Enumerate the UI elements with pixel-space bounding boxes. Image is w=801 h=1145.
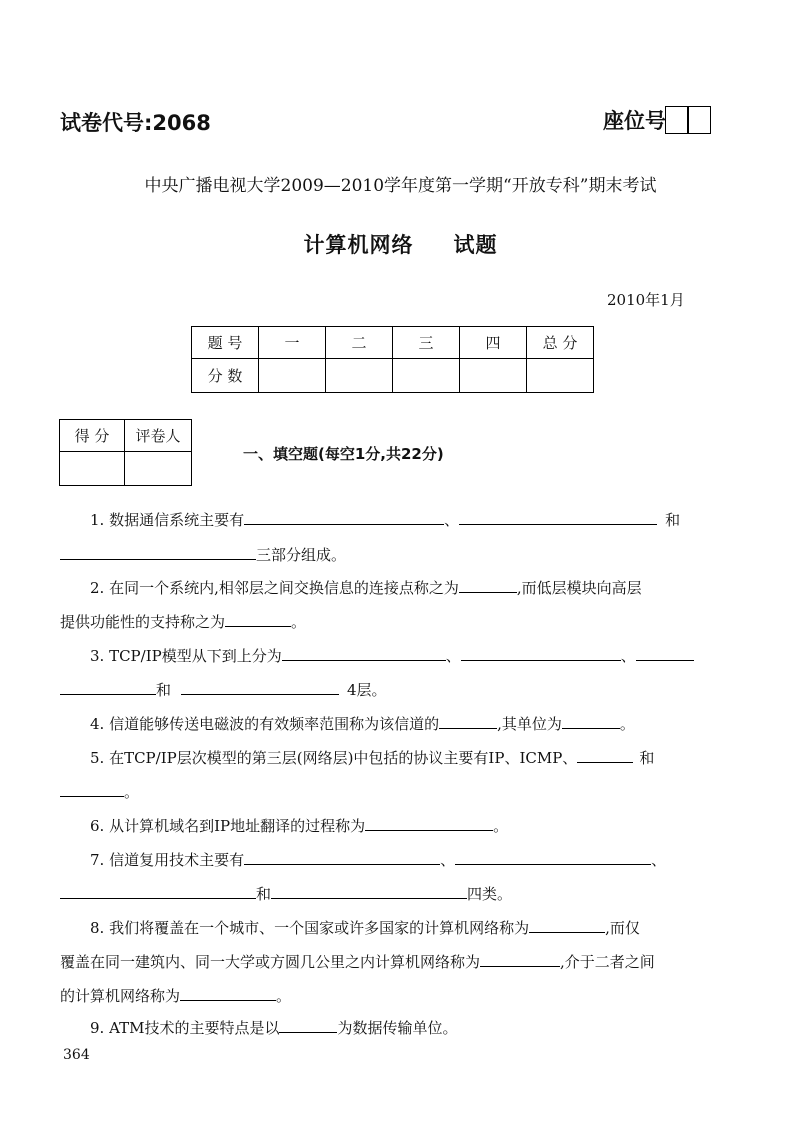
score-table-row-label: 分 数 [192, 359, 259, 393]
seat-boxes [666, 106, 711, 139]
answer-blank[interactable] [225, 612, 291, 627]
question-8-line-2: 覆盖在同一建筑内、同一大学或方圆几公里之内计算机网络称为 ,介于二者之间 [60, 953, 655, 971]
answer-blank[interactable] [279, 1018, 337, 1033]
question-3-line-1: 3. TCP/IP模型从下到上分为 、 、 [90, 646, 694, 666]
grader-score-cell[interactable] [60, 452, 125, 486]
question-2-line-2: 提供功能性的支持称之为 。 [60, 613, 307, 631]
question-2-line-1: 2. 在同一个系统内,相邻层之间交换信息的连接点称之为 ,而低层模块向高层 [90, 579, 642, 597]
answer-blank[interactable] [365, 816, 493, 831]
answer-blank[interactable] [636, 646, 694, 661]
question-8-line-3: 的计算机网络称为 。 [60, 987, 292, 1005]
answer-blank[interactable] [60, 545, 256, 560]
question-7-line-1: 7. 信道复用技术主要有 、 、 [90, 851, 667, 869]
question-4: 4. 信道能够传送电磁波的有效频率范围称为该信道的 ,其单位为 。 [90, 715, 635, 733]
page-number: 364 [63, 1047, 90, 1063]
paper-label: 试题 [453, 233, 498, 257]
section-title: 一、填空题(每空1分,共22分) [243, 445, 444, 463]
question-3-line-2: 和 4层。 [60, 680, 387, 700]
score-cell-2[interactable] [326, 359, 393, 393]
answer-blank[interactable] [461, 646, 621, 661]
score-table-col-1: 一 [259, 327, 326, 359]
score-table-col-2: 二 [326, 327, 393, 359]
answer-blank[interactable] [60, 680, 156, 695]
answer-blank[interactable] [181, 680, 339, 695]
answer-blank[interactable] [459, 578, 517, 593]
answer-blank[interactable] [439, 714, 497, 729]
score-table-col-4: 四 [460, 327, 527, 359]
grader-score-label: 得 分 [60, 420, 125, 452]
seat-number [603, 105, 711, 139]
exam-title [0, 229, 801, 259]
question-1-line-1: 1. 数据通信系统主要有 、 和 [90, 511, 681, 529]
score-table-col-3: 三 [393, 327, 460, 359]
question-6: 6. 从计算机域名到IP地址翻译的过程称为 。 [90, 817, 509, 835]
answer-blank[interactable] [455, 850, 651, 865]
course-name: 计算机网络 [303, 233, 414, 257]
score-cell-1[interactable] [259, 359, 326, 393]
question-9: 9. ATM技术的主要特点是以 为数据传输单位。 [90, 1019, 458, 1037]
answer-blank[interactable] [271, 884, 467, 899]
answer-blank[interactable] [282, 646, 446, 661]
score-table-header-label: 题 号 [192, 327, 259, 359]
answer-blank[interactable] [529, 918, 605, 933]
score-table-col-total: 总 分 [527, 327, 594, 359]
score-cell-total[interactable] [527, 359, 594, 393]
question-5-line-2: 。 [60, 782, 139, 802]
paper-code: 试卷代号:2068 [60, 111, 211, 135]
answer-blank[interactable] [480, 952, 560, 967]
grader-name-label: 评卷人 [125, 420, 192, 452]
question-7-line-2: 和 四类。 [60, 884, 512, 904]
grader-table [59, 419, 192, 486]
seat-label: 座位号 [603, 109, 666, 133]
question-8-line-1: 8. 我们将覆盖在一个城市、一个国家或许多国家的计算机网络称为 ,而仅 [90, 919, 640, 937]
exam-date: 2010年1月 [607, 291, 685, 309]
answer-blank[interactable] [244, 510, 444, 525]
answer-blank[interactable] [180, 986, 276, 1001]
score-table [191, 326, 594, 393]
grader-name-cell[interactable] [125, 452, 192, 486]
question-5-line-1: 5. 在TCP/IP层次模型的第三层(网络层)中包括的协议主要有IP、ICMP、 和 [90, 749, 655, 767]
answer-blank[interactable] [562, 714, 620, 729]
answer-blank[interactable] [60, 782, 124, 797]
score-cell-4[interactable] [460, 359, 527, 393]
answer-blank[interactable] [459, 510, 657, 525]
score-cell-3[interactable] [393, 359, 460, 393]
answer-blank[interactable] [60, 884, 256, 899]
exam-subtitle: 中央广播电视大学2009—2010学年度第一学期“开放专科”期末考试 [144, 176, 657, 196]
answer-blank[interactable] [244, 850, 440, 865]
answer-blank[interactable] [577, 748, 633, 763]
question-1-line-2: 三部分组成。 [60, 545, 346, 565]
